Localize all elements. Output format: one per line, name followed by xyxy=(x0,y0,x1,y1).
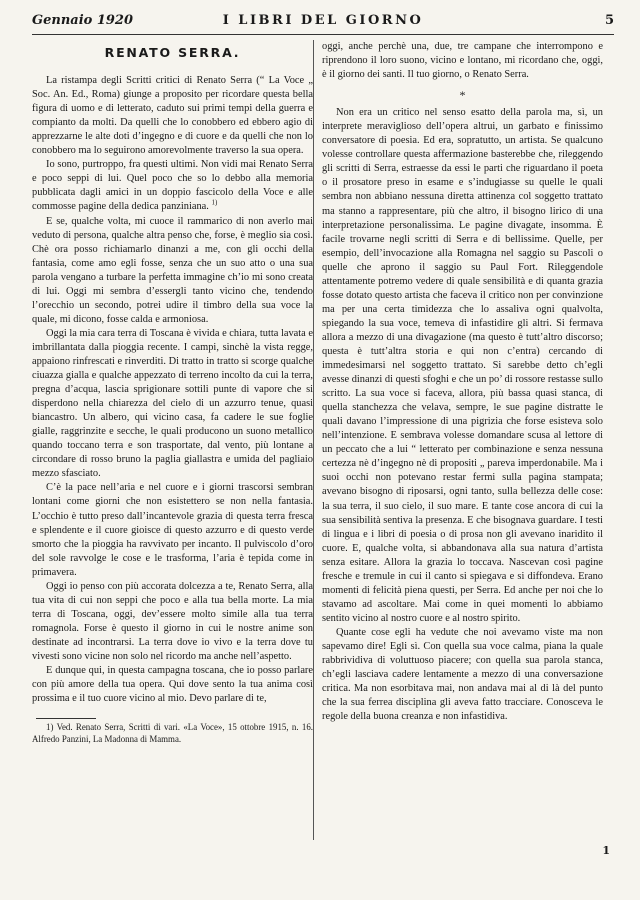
paragraph-5: C’è la pace nell’aria e nel cuore e i giorni trascorsi sembran lontani come giorni che non esistettero se non nella fantasia. L’occhio è tutto preso dall’incantevole grazia di questa terra fresca e splendente e il cuore gioisce di questo azzurro e di questo verde smorto che la pioggia ha ravvivato per incanto. Il pulviscolo d’oro del sole ravvolge le cose e le trasforma, l’aria è tepida come in primavera. xyxy=(32,482,313,578)
paragraph-6: Oggi io penso con più accorata dolcezza a te, Renato Serra, alla tua vita di cui non seppi che poco e alla tua bella morte. La mia terra di Toscana, oggi, dev’essere molto simile alla tua terra romagnola. Forse è questo il giorno in cui le nostre anime son destinate ad incontrarsi. La terra dove io vivo e la terra dove tu vivesti sono vicine non solo nel ricordo ma anche nell’aspetto. xyxy=(32,580,313,662)
left-column xyxy=(32,40,313,746)
paragraph-2-text: Io sono, purtroppo, fra questi ultimi. Non vidi mai Renato Serra e poco seppi di lui. Quel poco che so lo debbo alla memoria pubblicata dagli amici in un doppio fascicolo della Voce e alle commosse pagine della dedica panziniana. xyxy=(32,159,313,213)
section-separator: * xyxy=(459,88,466,103)
paragraph-1: La ristampa degli Scritti critici di Renato Serra (“ La Voce „ Soc. An. Ed., Roma) giunge a proposito per ricordare questa bella figura di uomo e di letterato, caduto sui primi tempi della guerra e compianto da molti. Da quelli che lo conobbero ed ebbero agio di apprezzarne le alte doti d’ingegno e di cuore e da quelli che non lo conobbero ma lo seguirono amorevolmente traverso la sua opera. xyxy=(32,75,313,157)
footnote-ref: 1) xyxy=(211,199,218,207)
paragraph-2 xyxy=(32,158,313,214)
article-title: RENATO SERRA. xyxy=(104,45,241,60)
page-signature: 1 xyxy=(602,844,610,857)
header-rule xyxy=(32,34,614,35)
running-header xyxy=(32,10,614,34)
footnote-text: 1) Ved. Renato Serra, Scritti di vari. «La Voce», 15 ottobre 1915, n. 16. Alfredo Panzini, La Madonna di Mamma. xyxy=(32,722,313,744)
page-number: 5 xyxy=(604,13,614,28)
footnote-rule xyxy=(36,718,96,719)
paragraph-r3: Quante cose egli ha vedute che noi avevamo viste ma non sapevamo dire! Egli sì. Con quella sua voce calma, piana la quale rabbrividiva di voluttuoso piacere; con quella sua parola stanca, ch’egli lasciava cadere lentamente a mezzo di una conversazione critica. Ma non esorbitava mai, non andava mai al di là del punto che la sua ferrea disciplina gli aveva fatto tracciare. Conosceva le regole della buona creanza e non infastidiva. xyxy=(322,626,603,723)
paragraph-4: Oggi la mia cara terra di Toscana è vivida e chiara, tutta lavata e imbrillantata dalla pioggia recente. I campi, sinchè la vista regge, appaiono rinfrescati e rinverditi. Di tratto in tratto si scorge qualche ciuazza gialla e qualche appezzato di terreno incolto da cui la terra, pregna d’acqua, lascia sprigionare sottili punte di vapore che si disperdono nella chiarezza del cielo di un azzurro tenue, quasi biancastro. Un albero, qui vicino casa, fa cadere le sue foglie gialle, raggrinzite e secche, le quali producono un suono metallico quando toccano terra e son trasportate, dal vento, più lontane a circondare di rosso bruno la paglia giallastra e umida del pagliaio mezzo sfasciato. xyxy=(32,327,313,480)
paragraph-3: E se, qualche volta, mi cuoce il rammarico di non averlo mai veduto di persona, qualche altra penso che, forse, è meglio sia così. Chè ora posso richiamarlo dinanzi a me, con gli occhi della fantasia, come amo egli fosse, senza che un suo atto o una sua parola vengano a turbare la perfetta immagine ch’io mi sono creata di lui. Oggi mi sembra d’essergli tanto vicino che, tendendo l’orecchio un secondo, potrei udire il timbro della sua voce la quale, mi dicono, fosse calda e armoniosa. xyxy=(32,215,313,325)
footnote xyxy=(32,722,313,746)
column-divider xyxy=(313,40,314,840)
right-column xyxy=(322,40,603,724)
journal-title: I LIBRI DEL GIORNO xyxy=(222,13,424,28)
issue-date: Gennaio 1920 xyxy=(32,13,134,28)
paragraph-7: E dunque qui, in questa campagna toscana, che io posso parlare con più amore della tua opera. Qui dove sento la tua anima così prossima e il tuo cuore vicino al mio. Devo parlare di te, xyxy=(32,665,313,705)
paragraph-r1: oggi, anche perchè una, due, tre campane che interrompono e riprendono il loro suono, vicino e lontano, mi ricordano che, oggi, è il giorno dei santi. Il tuo giorno, o Renato Serra. xyxy=(322,41,603,81)
paragraph-r2: Non era un critico nel senso esatto della parola ma, sì, un interprete meraviglioso dell’opera altrui, un garbato e finissimo conversatore di poesia. Ed era, sopratutto, un artista. Se qualcuno volesse controllare questa affermazione basterebbe che, rileggendo gli scritti di Serra, estraesse da essi le parti che riguardano il poeta o il prosatore preso in esame e s’indugiasse su quelle le quali sembra non abbiano nessuna diretta attinenza col soggetto trattato ma stanno a rappresentare, più che altro, il bisogno lirico di una interpretazione personalissima. Le pagine divagate, insomma. È facile trovarne negli scritti di Serra e di bellissime. Quelle, per esempio, dell’invocazione alla Romagna nel saggio su Pascoli o quelle che aprono il saggio su Paul Fort. Rileggendole attentamente potremo vedere di quale sensibilità e di quanta grazia fosse dotato questo artista che faceva il critico non per convinzione ma per una certa timidezza che lo assaliva ogni qualvolta, spiegando la sua voce, temeva di infastidire gli altri. Si fermava allora a mezzo di una divagazione (ma questo è tutt’altro discorso; questa è tutt’altra storia e qui non c’entra) cercando di immedesimarsi nel soggetto trattato. Si sarebbe detto ch’egli avesse dinanzi di questi sfoghi e che un po’ di rossore restasse sullo scritto. La sua voce si faceva, allora, più bassa quasi stanca, di quella stanchezza che velava, sempre, le sue pagine distratte le quali davano l’impressione di una pigrizia che forse esisteva solo nell’intenzione. E sembrava volesse domandare scusa al lettore di un peccato che a lui “ letterato per combinazione e senza nessuna certezza nè d’ingegno nè di propositi „ pareva imperdonabile. Ma i suoi occhi non potevano restar fermi sulla pagina stampata; avevano bisogno di riposarsi, ogni tanto, sulla bellezza delle cose: la sua terra, il suo cielo, il suo mare. E tante cose ancora di cui la sua sensibilità sentiva la presenza. E che bisognava guardare. I testi di lingua e i libri di poesia o di prosa non gli avevano inaridito il cuore. E, qualche volta, si abbandonava alla sua natura d’artista senza esitare. Allora la grazia lo toccava. Nascevan così pagine fresche e tremule in cui il canto si spiegava e si diffondeva. Erano momenti di felicità piena questi, per Serra. Ed anche per noi che lo stavamo ad ascoltare. Mai come in quei momenti lo abbiamo sentito vicino al nostro cuore e al nostro spirito. xyxy=(322,107,603,624)
